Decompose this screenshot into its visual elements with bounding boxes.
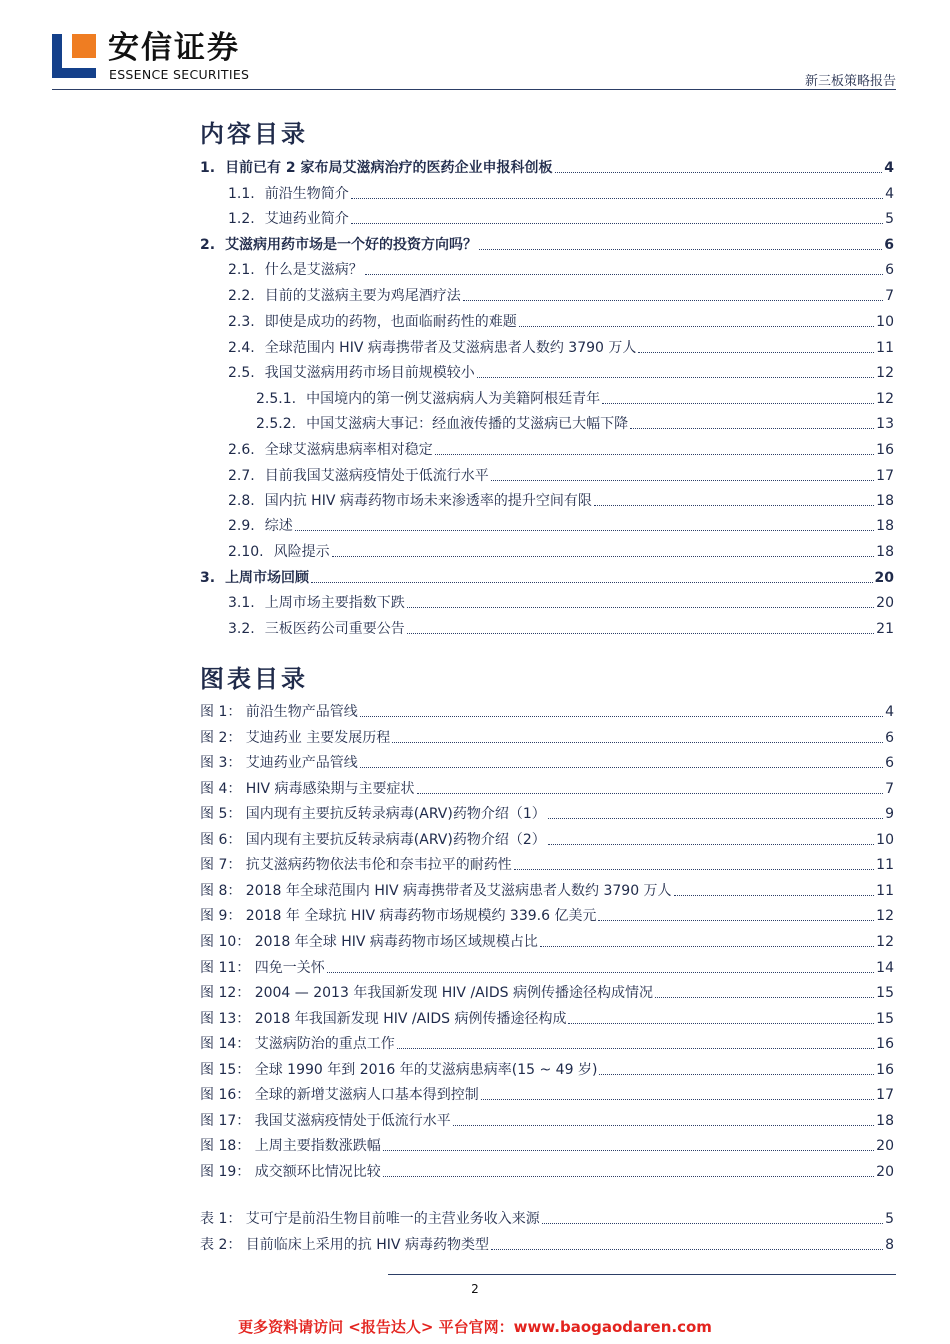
figure-item[interactable]: 图 7： 抗艾滋病药物依法韦伦和奈韦拉平的耐药性 11 — [200, 857, 894, 873]
figure-item[interactable]: 图 13： 2018 年我国新发现 HIV /AIDS 病例传播途径构成 15 — [200, 1011, 894, 1027]
figure-item[interactable]: 图 16： 全球的新增艾滋病人口基本得到控制 17 — [200, 1087, 894, 1103]
toc-item[interactable]: 2.1. 什么是艾滋病？ 6 — [228, 262, 894, 278]
toc-item[interactable]: 3.2. 三板医药公司重要公告 21 — [228, 621, 894, 637]
figure-item[interactable]: 图 11： 四免一关怀 14 — [200, 960, 894, 976]
brand-name-cn: 安信证券 — [108, 30, 240, 66]
report-type-label: 新三板策略报告 — [804, 74, 896, 89]
figure-item[interactable]: 图 10： 2018 年全球 HIV 病毒药物市场区域规模占比 12 — [200, 934, 894, 950]
table-item[interactable]: 表 1： 艾可宁是前沿生物目前唯一的主营业务收入来源 5 — [200, 1211, 894, 1227]
figure-item[interactable]: 图 2： 艾迪药业 主要发展历程 6 — [200, 730, 894, 746]
figure-item[interactable]: 图 19： 成交额环比情况比较 20 — [200, 1164, 894, 1180]
toc-item[interactable]: 2.4. 全球范围内 HIV 病毒携带者及艾滋病患者人数约 3790 万人 11 — [228, 340, 894, 356]
figure-item[interactable]: 图 4： HIV 病毒感染期与主要症状 7 — [200, 781, 894, 797]
toc-item[interactable]: 2.8. 国内抗 HIV 病毒药物市场未来渗透率的提升空间有限 18 — [228, 493, 894, 509]
figure-item[interactable]: 图 8： 2018 年全球范围内 HIV 病毒携带者及艾滋病患者人数约 3790 万人 11 — [200, 883, 894, 899]
figure-item[interactable]: 图 5： 国内现有主要抗反转录病毒(ARV)药物介绍（1） 9 — [200, 806, 894, 822]
figure-item[interactable]: 图 14： 艾滋病防治的重点工作 16 — [200, 1036, 894, 1052]
toc-item[interactable]: 1. 目前已有 2 家布局艾滋病治疗的医药企业申报科创板 4 — [200, 160, 894, 176]
toc-item[interactable]: 2.5.2. 中国艾滋病大事记：经血液传播的艾滋病已大幅下降 13 — [256, 416, 894, 432]
figure-item[interactable]: 图 1： 前沿生物产品管线 4 — [200, 704, 894, 720]
table-item[interactable]: 表 2： 目前临床上采用的抗 HIV 病毒药物类型 8 — [200, 1237, 894, 1253]
toc-item[interactable]: 2.3. 即使是成功的药物，也面临耐药性的难题 10 — [228, 314, 894, 330]
toc-item[interactable]: 3. 上周市场回顾 20 — [200, 570, 894, 586]
figure-item[interactable]: 图 6： 国内现有主要抗反转录病毒(ARV)药物介绍（2） 10 — [200, 832, 894, 848]
figure-item[interactable]: 图 9： 2018 年 全球抗 HIV 病毒药物市场规模约 339.6 亿美元 12 — [200, 908, 894, 924]
figure-item[interactable]: 图 3： 艾迪药业产品管线 6 — [200, 755, 894, 771]
toc-item[interactable]: 3.1. 上周市场主要指数下跌 20 — [228, 595, 894, 611]
toc-item[interactable]: 2.2. 目前的艾滋病主要为鸡尾酒疗法 7 — [228, 288, 894, 304]
page-number: 2 — [471, 1282, 479, 1296]
toc-heading: 内容目录 — [200, 120, 308, 148]
toc-item[interactable]: 2.5. 我国艾滋病用药市场目前规模较小 12 — [228, 365, 894, 381]
brand-name-en: ESSENCE SECURITIES — [109, 67, 250, 82]
toc-item[interactable]: 2.5.1. 中国境内的第一例艾滋病病人为美籍阿根廷青年 12 — [256, 391, 894, 407]
footer-advert-link[interactable]: 更多资料请访问 <报告达人> 平台官网：www.baogaodaren.com — [238, 1318, 712, 1336]
figure-item[interactable]: 图 18： 上周主要指数涨跌幅 20 — [200, 1138, 894, 1154]
footer-divider — [388, 1274, 896, 1275]
header-divider — [52, 89, 896, 90]
toc-item[interactable]: 1.2. 艾迪药业简介 5 — [228, 211, 894, 227]
figure-item[interactable]: 图 17： 我国艾滋病疫情处于低流行水平 18 — [200, 1113, 894, 1129]
toc-item[interactable]: 2.6. 全球艾滋病患病率相对稳定 16 — [228, 442, 894, 458]
toc-item[interactable]: 2.7. 目前我国艾滋病疫情处于低流行水平 17 — [228, 468, 894, 484]
toc-item[interactable]: 2. 艾滋病用药市场是一个好的投资方向吗？ 6 — [200, 237, 894, 253]
toc-item[interactable]: 1.1. 前沿生物简介 4 — [228, 186, 894, 202]
figure-item[interactable]: 图 12： 2004 — 2013 年我国新发现 HIV /AIDS 病例传播途径构成情况 15 — [200, 985, 894, 1001]
toc-item[interactable]: 2.9. 综述 18 — [228, 518, 894, 534]
figures-heading: 图表目录 — [200, 665, 308, 693]
company-logo — [52, 34, 96, 78]
figure-item[interactable]: 图 15： 全球 1990 年到 2016 年的艾滋病患病率(15 ~ 49 岁) 16 — [200, 1062, 894, 1078]
toc-item[interactable]: 2.10. 风险提示 18 — [228, 544, 894, 560]
